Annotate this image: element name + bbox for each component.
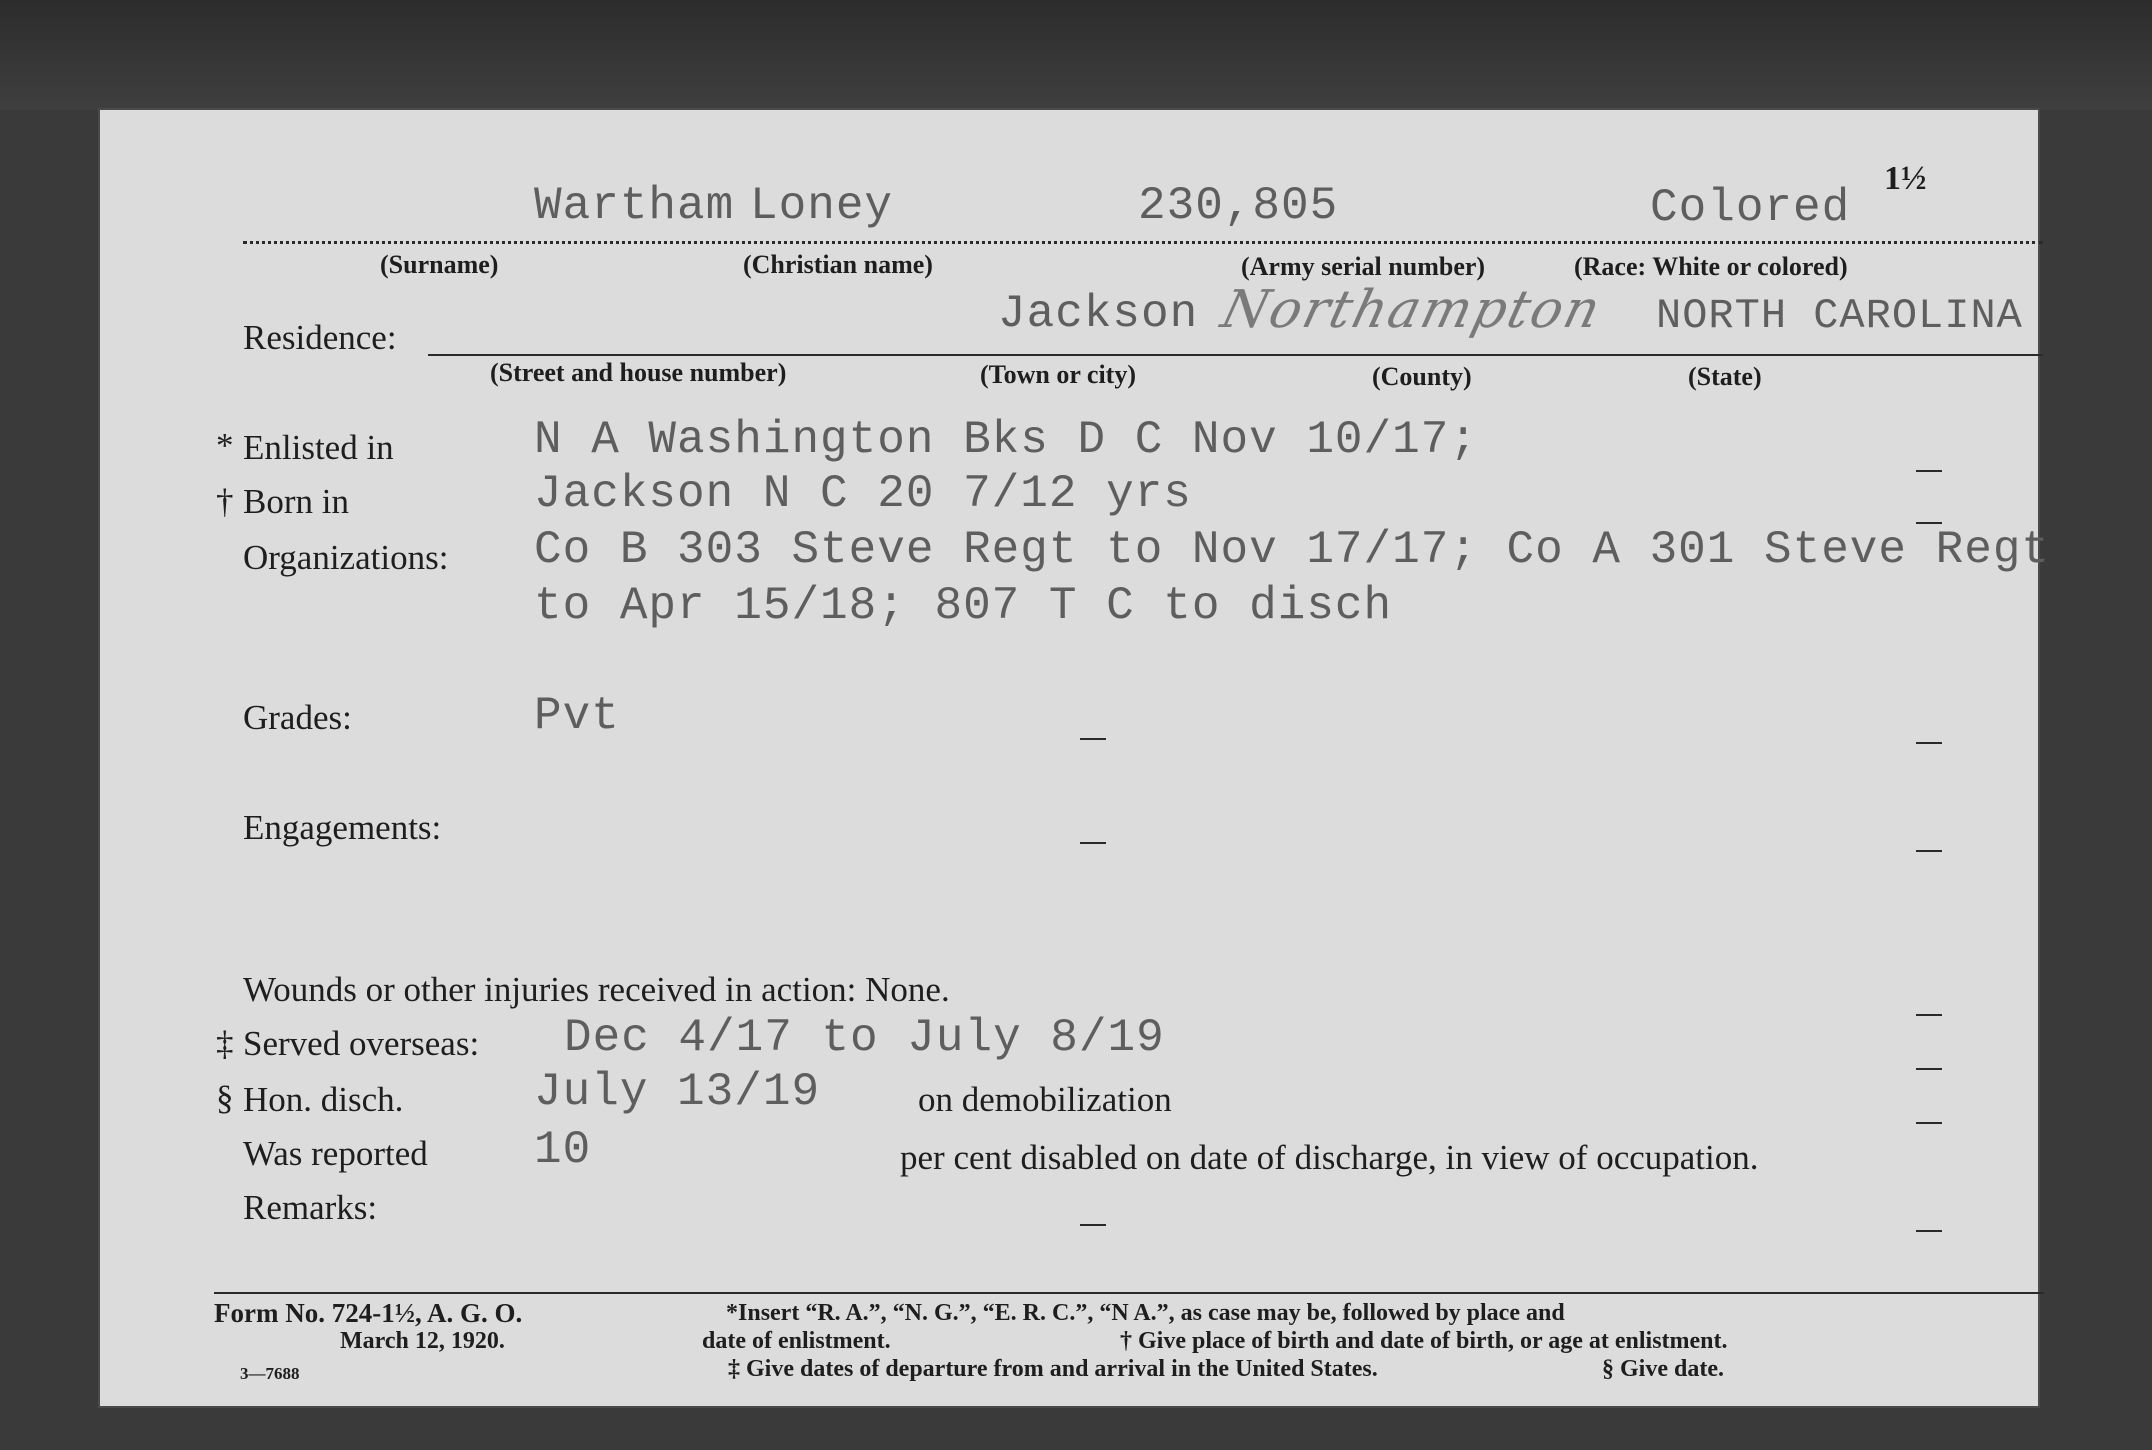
margin-tick (1916, 470, 1942, 472)
hon-disch-label: Hon. disch. (243, 1080, 404, 1119)
print-code: 3—7688 (240, 1364, 300, 1383)
card-number: 1½ (1884, 160, 1927, 197)
hon-disch-value: July 13/19 (534, 1066, 821, 1118)
born-label: Born in (243, 482, 349, 521)
surname-caption: (Surname) (380, 250, 499, 279)
margin-tick (1080, 1224, 1106, 1226)
form-date: March 12, 1920. (340, 1328, 505, 1354)
reported-note: per cent disabled on date of discharge, in view of occupation. (900, 1138, 1759, 1177)
footnote-discharge: § Give date. (1602, 1356, 1724, 1382)
enlisted-label: Enlisted in (243, 428, 394, 467)
residence-rule (428, 354, 2043, 356)
engagements-label: Engagements: (243, 808, 442, 847)
serial-caption: (Army serial number) (1241, 252, 1486, 281)
overseas-symbol: ‡ (216, 1024, 234, 1063)
overseas-label: Served overseas: (243, 1024, 480, 1063)
grades-value: Pvt (534, 690, 620, 742)
margin-tick (1916, 850, 1942, 852)
margin-tick (1916, 1068, 1942, 1070)
margin-tick (1916, 522, 1942, 524)
margin-tick (1916, 1122, 1942, 1124)
enlisted-symbol: * (216, 426, 234, 465)
margin-tick (1080, 842, 1106, 844)
margin-tick (1080, 738, 1106, 740)
header-dotted-rule (243, 241, 2043, 244)
footnote-born: † Give place of birth and date of birth, or age at enlistment. (1120, 1328, 1728, 1354)
service-record-card (98, 108, 2051, 1408)
residence-county-handwritten: Northampton (1215, 280, 1608, 340)
born-value: Jackson N C 20 7/12 yrs (534, 468, 1192, 520)
serial-number-value: 230,805 (1138, 180, 1339, 232)
margin-tick (1916, 1014, 1942, 1016)
street-caption: (Street and house number) (490, 358, 787, 387)
organizations-line-2: to Apr 15/18; 807 T C to disch (534, 580, 1393, 632)
residence-town: Jackson (998, 288, 1199, 340)
footnote-insert-cont: date of enlistment. (702, 1328, 891, 1354)
footnote-insert: *Insert “R. A.”, “N. G.”, “E. R. C.”, “N A.”, as case may be, followed by place and (726, 1300, 1565, 1326)
reported-label: Was reported (243, 1134, 428, 1173)
surname-value: Wartham (534, 180, 735, 232)
organizations-label: Organizations: (243, 538, 449, 577)
christian-name-caption: (Christian name) (743, 250, 933, 279)
enlisted-value: N A Washington Bks D C Nov 10/17; (534, 414, 1478, 466)
grades-label: Grades: (243, 698, 352, 737)
overseas-value: Dec 4/17 to July 8/19 (564, 1012, 1165, 1064)
margin-tick (1916, 1230, 1942, 1232)
race-value: Colored (1650, 182, 1851, 234)
county-caption: (County) (1372, 362, 1472, 391)
wounds-text: Wounds or other injuries received in action: None. (243, 970, 950, 1009)
remarks-label: Remarks: (243, 1188, 378, 1227)
town-caption: (Town or city) (980, 360, 1136, 389)
footnote-overseas: ‡ Give dates of departure from and arrival in the United States. (728, 1356, 1378, 1382)
residence-state: NORTH CAROLINA (1656, 292, 2023, 340)
race-caption: (Race: White or colored) (1574, 252, 1848, 281)
organizations-line-1: Co B 303 Steve Regt to Nov 17/17; Co A 301 Steve Regt (534, 524, 2051, 576)
scan-background (0, 0, 2152, 110)
reported-value: 10 (534, 1124, 592, 1176)
margin-tick (1916, 742, 1942, 744)
hon-disch-note: on demobilization (918, 1080, 1172, 1119)
christian-name-value: Loney (750, 180, 894, 232)
form-number: Form No. 724-1½, A. G. O. (214, 1298, 523, 1328)
born-symbol: † (216, 482, 234, 521)
state-caption: (State) (1688, 362, 1762, 391)
footer-rule (214, 1292, 2044, 1294)
residence-label: Residence: (243, 318, 397, 357)
hon-disch-symbol: § (216, 1078, 234, 1117)
